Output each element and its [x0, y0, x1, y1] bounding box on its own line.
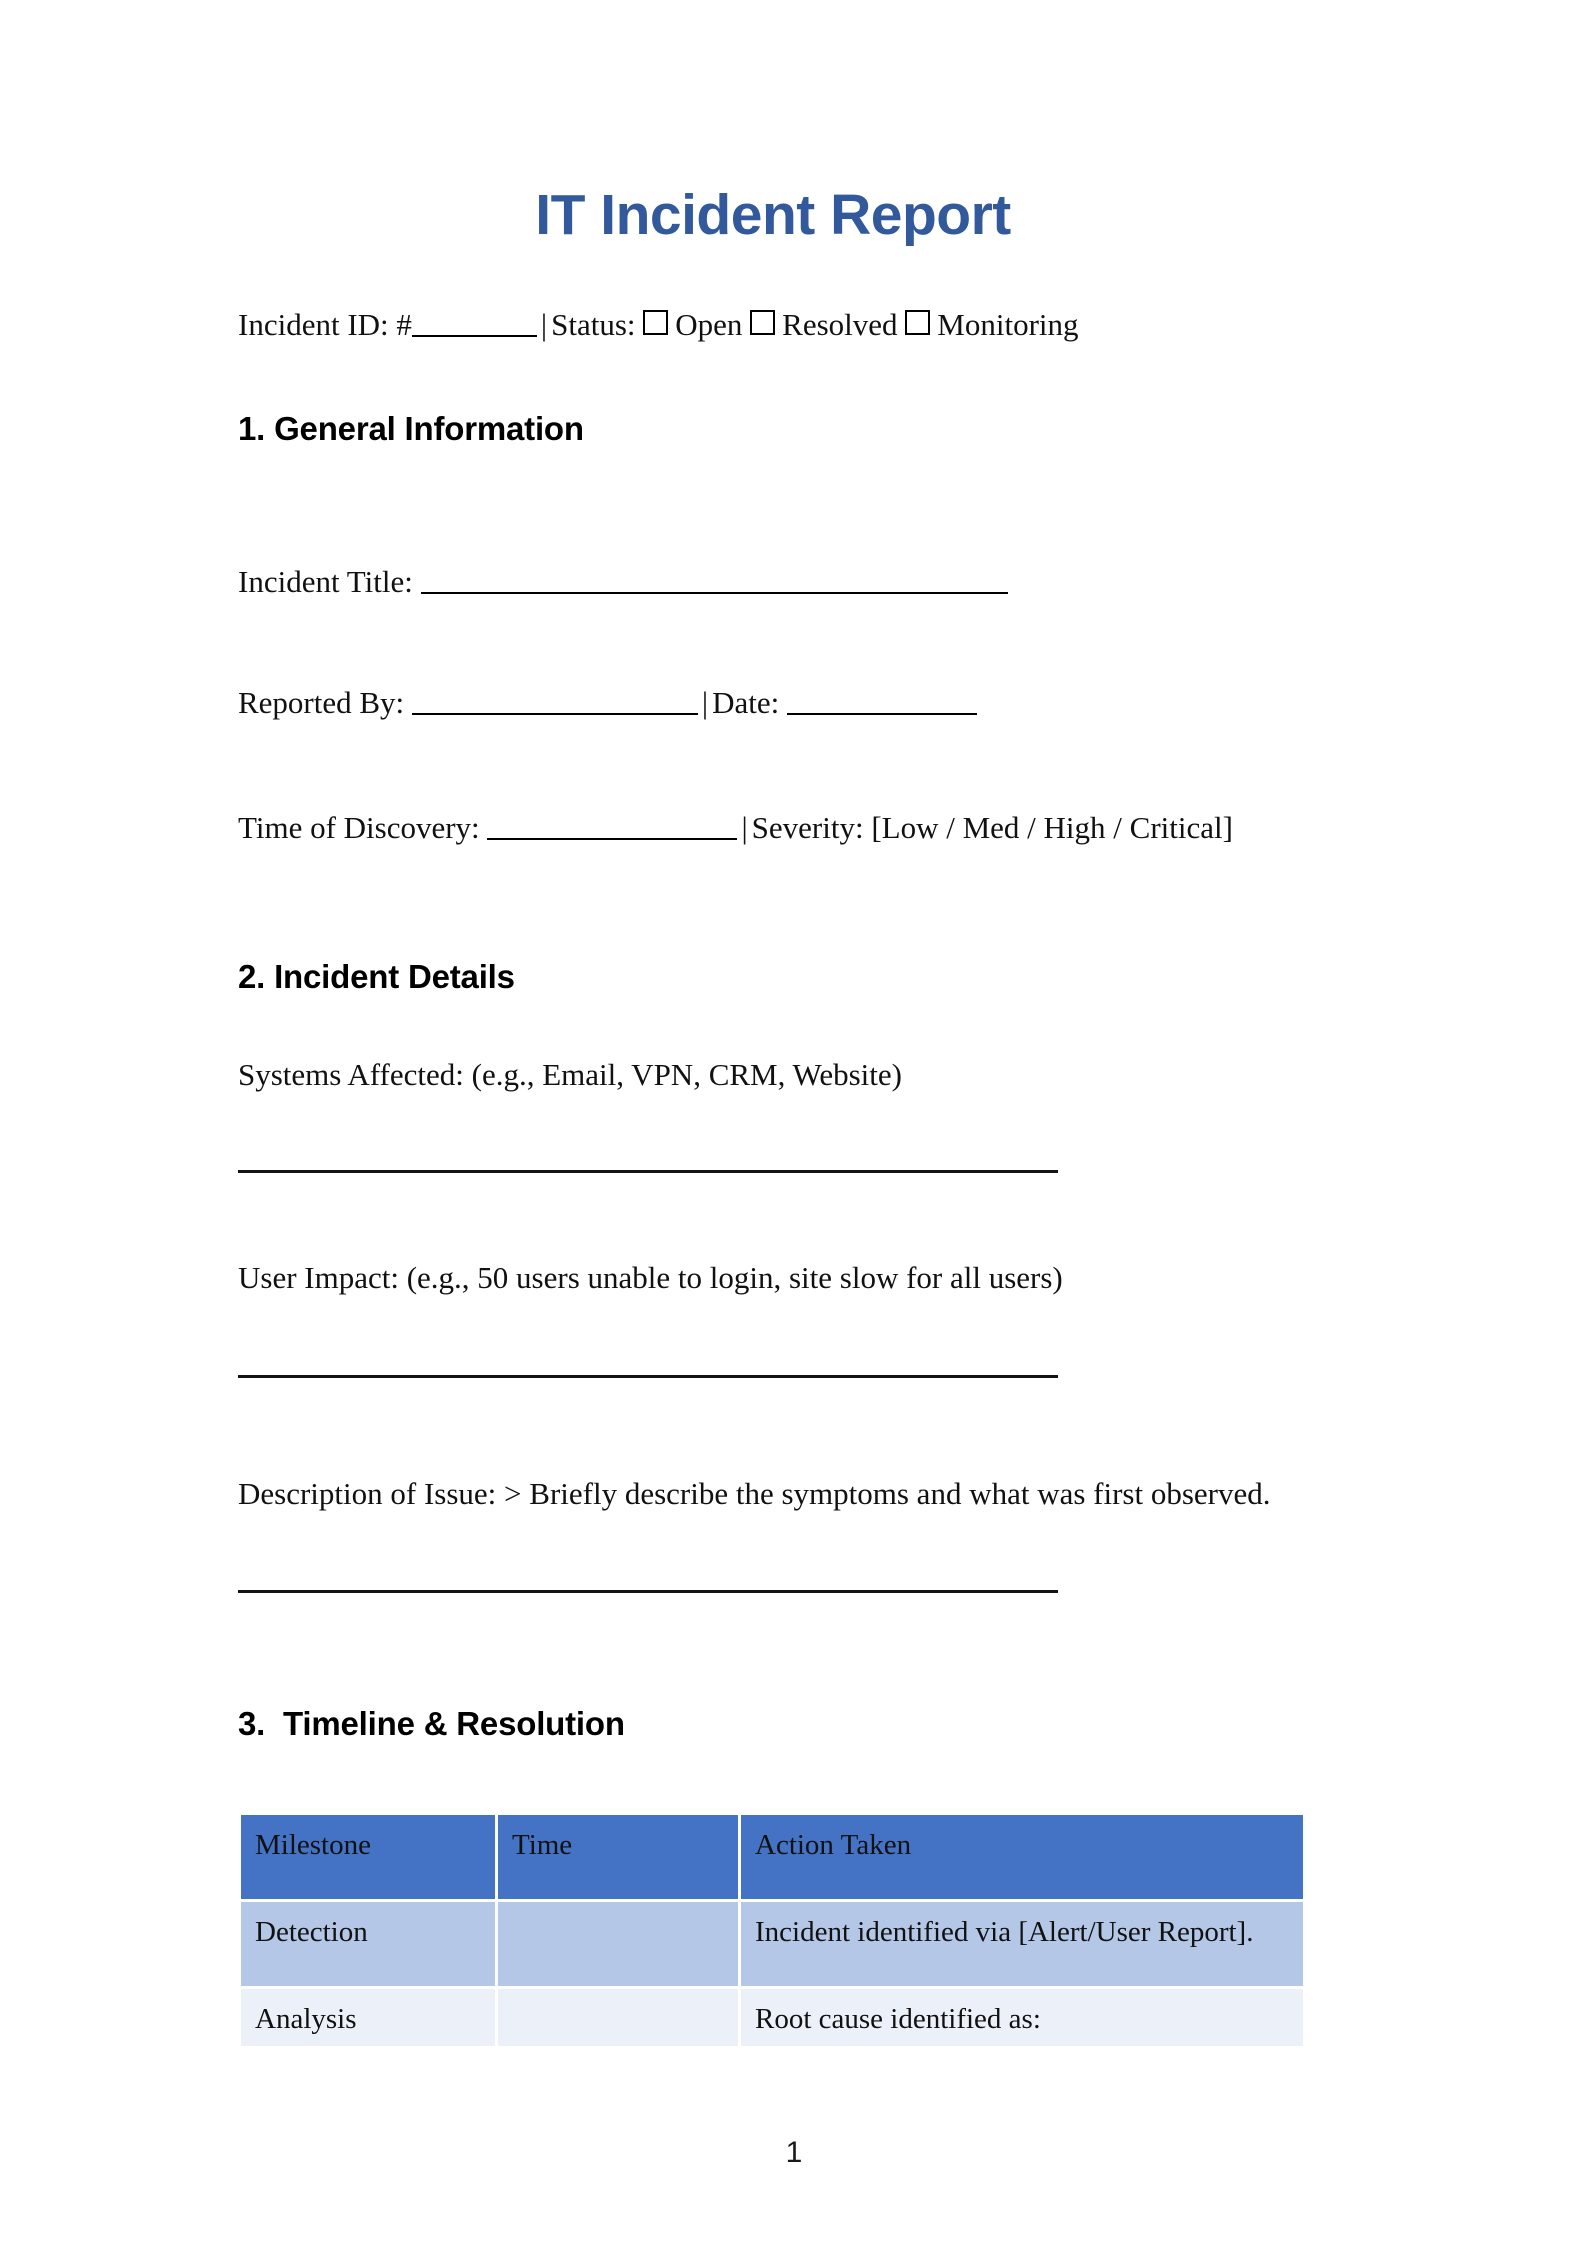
time-of-discovery-label: Time of Discovery:: [238, 810, 480, 845]
systems-affected-answer-rule[interactable]: [238, 1170, 1058, 1173]
column-header-action-taken: Action Taken: [741, 1815, 1303, 1899]
cell-time-detection[interactable]: [498, 1902, 738, 1986]
reported-by-label: Reported By:: [238, 685, 405, 720]
incident-title-input-rule[interactable]: [421, 592, 1008, 594]
field-reported-by-date: [238, 684, 977, 723]
status-option-resolved: Resolved: [782, 307, 898, 342]
cell-action-analysis-text: Root cause identified as:: [755, 2003, 1041, 2035]
table-row: [241, 1902, 1303, 1986]
field-separator: |: [701, 685, 709, 720]
status-option-monitoring: Monitoring: [937, 307, 1079, 342]
prompt-user-impact: User Impact: (e.g., 50 users unable to login, site slow for all users): [238, 1260, 1063, 1295]
date-label: Date:: [712, 685, 780, 720]
reported-by-input-rule[interactable]: [412, 713, 698, 715]
checkbox-open[interactable]: [643, 310, 668, 335]
column-header-milestone: Milestone: [241, 1815, 495, 1899]
table-header-row: [241, 1815, 1303, 1899]
page-title: IT Incident Report: [535, 183, 1011, 247]
column-header-time: Time: [498, 1815, 738, 1899]
status-label: Status:: [551, 307, 636, 342]
user-impact-answer-rule[interactable]: [238, 1375, 1058, 1378]
incident-id-label: Incident ID: #: [238, 307, 412, 342]
status-option-open: Open: [675, 307, 743, 342]
section-heading-general-information: 1. General Information: [238, 410, 584, 447]
page-number: 1: [785, 2136, 803, 2169]
section-heading-timeline-resolution: 3. Timeline & Resolution: [238, 1705, 625, 1742]
incident-id-input-rule[interactable]: [412, 335, 537, 337]
incident-title-label: Incident Title:: [238, 564, 413, 599]
field-incident-title: [238, 563, 1008, 602]
time-of-discovery-input-rule[interactable]: [487, 838, 737, 840]
severity-options: [Low / Med / High / Critical]: [871, 810, 1233, 845]
cell-action-detection: Incident identified via [Alert/User Report].: [741, 1902, 1303, 1986]
checkbox-resolved[interactable]: [750, 310, 775, 335]
prompt-systems-affected: Systems Affected: (e.g., Email, VPN, CRM, Website): [238, 1057, 902, 1092]
incident-id-status-line: [238, 306, 1079, 345]
cell-milestone-analysis: Analysis: [241, 1989, 495, 2111]
field-separator: |: [540, 307, 548, 342]
field-time-of-discovery-severity: [238, 809, 1233, 848]
field-separator: |: [741, 810, 748, 845]
checkbox-monitoring[interactable]: [905, 310, 930, 335]
cell-milestone-detection: Detection: [241, 1902, 495, 1986]
table-header: [241, 1815, 1303, 1899]
prompt-description-of-issue: Description of Issue: > Briefly describe the symptoms and what was first observed.: [238, 1476, 1271, 1511]
description-of-issue-answer-rule[interactable]: [238, 1590, 1058, 1593]
severity-label: Severity:: [751, 810, 864, 845]
date-input-rule[interactable]: [787, 713, 977, 715]
section-heading-incident-details: 2. Incident Details: [238, 958, 515, 995]
